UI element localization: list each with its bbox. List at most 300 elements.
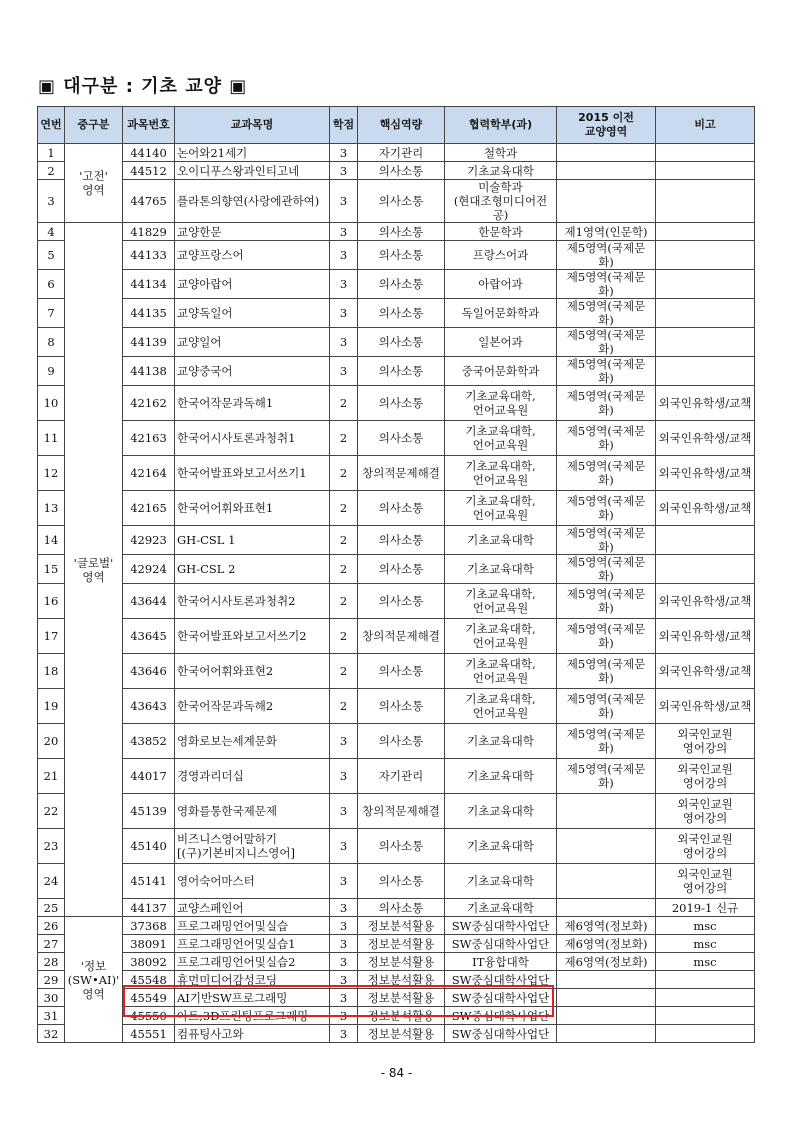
row-no: 4: [38, 223, 65, 241]
course-code: 44017: [123, 759, 175, 794]
course-name: 한국어어휘와표현2: [175, 654, 330, 689]
remarks: 외국인유학생/교책: [656, 584, 755, 619]
row-no: 19: [38, 689, 65, 724]
competency: 정보분석활용: [358, 935, 445, 953]
course-code: 42165: [123, 491, 175, 526]
remarks: msc: [656, 953, 755, 971]
course-name: 컴퓨팅사고와: [175, 1025, 330, 1043]
table-row: [38, 935, 755, 953]
credit: 2: [330, 689, 358, 724]
credit: 3: [330, 144, 358, 162]
old-area: [557, 829, 656, 864]
page-number: - 84 -: [380, 1066, 413, 1080]
course-name: 한국어발표와보고서쓰기1: [175, 456, 330, 491]
credit: 3: [330, 1025, 358, 1043]
credit: 3: [330, 829, 358, 864]
course-name: 휴먼미디어감성코딩: [175, 971, 330, 989]
remarks: [656, 1007, 755, 1025]
credit: 3: [330, 971, 358, 989]
header-subcategory: 중구분: [65, 107, 123, 144]
course-code: 45551: [123, 1025, 175, 1043]
competency: 의사소통: [358, 654, 445, 689]
course-name: 교양일어: [175, 328, 330, 357]
course-code: 44133: [123, 241, 175, 270]
course-table: [37, 106, 755, 1043]
course-name: 한국어작문과독해1: [175, 386, 330, 421]
row-no: 23: [38, 829, 65, 864]
department: SW중심대학사업단: [445, 917, 557, 935]
credit: 2: [330, 654, 358, 689]
competency: 의사소통: [358, 328, 445, 357]
competency: 창의적문제해결: [358, 619, 445, 654]
old-area: [557, 899, 656, 917]
credit: 2: [330, 421, 358, 456]
table-row: [38, 555, 755, 584]
remarks: msc: [656, 935, 755, 953]
credit: 3: [330, 1007, 358, 1025]
course-name: 오이디푸스왕과인티고네: [175, 162, 330, 180]
header-no: 연번: [38, 107, 65, 144]
old-area: 제5영역(국제문화): [557, 689, 656, 724]
credit: 3: [330, 162, 358, 180]
table-row: [38, 619, 755, 654]
header-old-area: 2015 이전 교양영역: [557, 107, 656, 144]
credit: 2: [330, 619, 358, 654]
department: 기초교육대학: [445, 794, 557, 829]
credit: 3: [330, 223, 358, 241]
table-row: [38, 654, 755, 689]
department: 기초교육대학, 언어교육원: [445, 456, 557, 491]
department: 기초교육대학, 언어교육원: [445, 491, 557, 526]
course-code: 38092: [123, 953, 175, 971]
old-area: 제5영역(국제문화): [557, 526, 656, 555]
department: SW중심대학사업단: [445, 971, 557, 989]
remarks: 외국인유학생/교책: [656, 619, 755, 654]
department: 기초교육대학: [445, 724, 557, 759]
remarks: [656, 223, 755, 241]
remarks: [656, 357, 755, 386]
credit: 2: [330, 386, 358, 421]
old-area: 제5영역(국제문화): [557, 491, 656, 526]
credit: 3: [330, 989, 358, 1007]
remarks: 외국인교원 영어강의: [656, 759, 755, 794]
competency: 의사소통: [358, 724, 445, 759]
department: IT융합대학: [445, 953, 557, 971]
course-code: 43646: [123, 654, 175, 689]
row-no: 2: [38, 162, 65, 180]
row-no: 24: [38, 864, 65, 899]
competency: 의사소통: [358, 241, 445, 270]
table-row: [38, 526, 755, 555]
table-row: [38, 989, 755, 1007]
old-area: 제5영역(국제문화): [557, 654, 656, 689]
course-name: 아트,3D프린팅프로그래밍: [175, 1007, 330, 1025]
old-area: [557, 1007, 656, 1025]
table-row: [38, 584, 755, 619]
old-area: 제5영역(국제문화): [557, 270, 656, 299]
old-area: 제5영역(국제문화): [557, 759, 656, 794]
course-name: 교양아랍어: [175, 270, 330, 299]
credit: 2: [330, 491, 358, 526]
course-code: 44765: [123, 180, 175, 223]
department: 철학과: [445, 144, 557, 162]
remarks: [656, 270, 755, 299]
table-row: [38, 724, 755, 759]
competency: 정보분석활용: [358, 971, 445, 989]
course-name: GH-CSL 1: [175, 526, 330, 555]
row-no: 17: [38, 619, 65, 654]
row-no: 12: [38, 456, 65, 491]
remarks: [656, 1025, 755, 1043]
credit: 3: [330, 357, 358, 386]
course-code: 42924: [123, 555, 175, 584]
competency: 의사소통: [358, 689, 445, 724]
competency: 의사소통: [358, 386, 445, 421]
remarks: [656, 989, 755, 1007]
old-area: 제5영역(국제문화): [557, 241, 656, 270]
course-name: 비즈니스영어말하기 [(구)기본비지니스영어]: [175, 829, 330, 864]
table-row: [38, 357, 755, 386]
competency: 창의적문제해결: [358, 794, 445, 829]
department: 기초교육대학, 언어교육원: [445, 421, 557, 456]
course-name: 프로그래밍언어및실습1: [175, 935, 330, 953]
course-code: 37368: [123, 917, 175, 935]
competency: 정보분석활용: [358, 1025, 445, 1043]
header-credit: 학점: [330, 107, 358, 144]
table-row: [38, 953, 755, 971]
competency: 창의적문제해결: [358, 456, 445, 491]
course-name: 영화를통한국제문제: [175, 794, 330, 829]
course-name: 한국어어휘와표현1: [175, 491, 330, 526]
remarks: 외국인교원 영어강의: [656, 864, 755, 899]
course-code: 44135: [123, 299, 175, 328]
course-code: 41829: [123, 223, 175, 241]
remarks: 외국인유학생/교책: [656, 386, 755, 421]
course-code: 43852: [123, 724, 175, 759]
row-no: 28: [38, 953, 65, 971]
department: 아랍어과: [445, 270, 557, 299]
old-area: 제5영역(국제문화): [557, 619, 656, 654]
table-row: [38, 794, 755, 829]
remarks: 외국인교원 영어강의: [656, 794, 755, 829]
row-no: 1: [38, 144, 65, 162]
row-no: 29: [38, 971, 65, 989]
remarks: 외국인유학생/교책: [656, 456, 755, 491]
department: 기초교육대학: [445, 759, 557, 794]
row-no: 16: [38, 584, 65, 619]
course-code: 42162: [123, 386, 175, 421]
course-name: 한국어작문과독해2: [175, 689, 330, 724]
remarks: [656, 299, 755, 328]
table-row: [38, 1025, 755, 1043]
old-area: 제6영역(정보화): [557, 917, 656, 935]
old-area: 제5영역(국제문화): [557, 584, 656, 619]
department: 일본어과: [445, 328, 557, 357]
competency: 정보분석활용: [358, 953, 445, 971]
remarks: msc: [656, 917, 755, 935]
course-code: 43645: [123, 619, 175, 654]
header-competency: 핵심역량: [358, 107, 445, 144]
credit: 3: [330, 899, 358, 917]
course-code: 42923: [123, 526, 175, 555]
department: 기초교육대학: [445, 162, 557, 180]
old-area: 제5영역(국제문화): [557, 555, 656, 584]
department: 독일어문화학과: [445, 299, 557, 328]
department: 한문학과: [445, 223, 557, 241]
row-no: 8: [38, 328, 65, 357]
department: SW중심대학사업단: [445, 935, 557, 953]
department: 기초교육대학, 언어교육원: [445, 689, 557, 724]
competency: 의사소통: [358, 584, 445, 619]
row-no: 26: [38, 917, 65, 935]
remarks: [656, 555, 755, 584]
row-no: 30: [38, 989, 65, 1007]
table-row: [38, 829, 755, 864]
table-row: [38, 917, 755, 935]
department: 중국어문화학과: [445, 357, 557, 386]
row-no: 32: [38, 1025, 65, 1043]
department: 기초교육대학, 언어교육원: [445, 619, 557, 654]
credit: 3: [330, 270, 358, 299]
course-code: 44512: [123, 162, 175, 180]
course-name: 한국어시사토론과청취1: [175, 421, 330, 456]
course-name: 한국어시사토론과청취2: [175, 584, 330, 619]
credit: 3: [330, 241, 358, 270]
header-department: 협력학부(과): [445, 107, 557, 144]
credit: 3: [330, 724, 358, 759]
table-row: [38, 689, 755, 724]
table-row: [38, 456, 755, 491]
competency: 자기관리: [358, 144, 445, 162]
competency: 의사소통: [358, 299, 445, 328]
competency: 의사소통: [358, 162, 445, 180]
course-name: 영어숙어마스터: [175, 864, 330, 899]
course-name: AI기반SW프로그래밍: [175, 989, 330, 1007]
subcategory-cell: '글로벌' 영역: [65, 223, 123, 917]
row-no: 27: [38, 935, 65, 953]
department: 기초교육대학: [445, 526, 557, 555]
row-no: 3: [38, 180, 65, 223]
subcategory-cell: '정보 (SW•AI)' 영역: [65, 917, 123, 1043]
competency: 의사소통: [358, 899, 445, 917]
old-area: 제1영역(인문학): [557, 223, 656, 241]
competency: 의사소통: [358, 829, 445, 864]
old-area: [557, 794, 656, 829]
row-no: 18: [38, 654, 65, 689]
competency: 의사소통: [358, 223, 445, 241]
row-no: 5: [38, 241, 65, 270]
competency: 의사소통: [358, 270, 445, 299]
row-no: 10: [38, 386, 65, 421]
course-name: GH-CSL 2: [175, 555, 330, 584]
remarks: 외국인유학생/교책: [656, 654, 755, 689]
department: 기초교육대학, 언어교육원: [445, 654, 557, 689]
header-course-name: 교과목명: [175, 107, 330, 144]
competency: 의사소통: [358, 421, 445, 456]
remarks: [656, 144, 755, 162]
table-row: [38, 1007, 755, 1025]
remarks: [656, 180, 755, 223]
remarks: 외국인유학생/교책: [656, 421, 755, 456]
remarks: 2019-1 신규: [656, 899, 755, 917]
course-name: 프로그래밍언어및실습2: [175, 953, 330, 971]
credit: 3: [330, 917, 358, 935]
competency: 의사소통: [358, 357, 445, 386]
old-area: 제5영역(국제문화): [557, 328, 656, 357]
credit: 3: [330, 299, 358, 328]
old-area: 제5영역(국제문화): [557, 724, 656, 759]
course-name: 한국어발표와보고서쓰기2: [175, 619, 330, 654]
table-row: [38, 241, 755, 270]
course-code: 38091: [123, 935, 175, 953]
course-code: 45548: [123, 971, 175, 989]
remarks: [656, 526, 755, 555]
row-no: 9: [38, 357, 65, 386]
credit: 3: [330, 864, 358, 899]
old-area: [557, 162, 656, 180]
course-name: 교양스페인어: [175, 899, 330, 917]
old-area: 제6영역(정보화): [557, 935, 656, 953]
old-area: [557, 989, 656, 1007]
competency: 정보분석활용: [358, 989, 445, 1007]
course-code: 44140: [123, 144, 175, 162]
competency: 의사소통: [358, 555, 445, 584]
course-name: 교양한문: [175, 223, 330, 241]
course-code: 45139: [123, 794, 175, 829]
course-name: 프로그래밍언어및실습: [175, 917, 330, 935]
old-area: [557, 971, 656, 989]
credit: 3: [330, 759, 358, 794]
header-course-code: 과목번호: [123, 107, 175, 144]
credit: 3: [330, 953, 358, 971]
course-code: 44134: [123, 270, 175, 299]
course-name: 교양독일어: [175, 299, 330, 328]
competency: 의사소통: [358, 864, 445, 899]
department: 프랑스어과: [445, 241, 557, 270]
row-no: 21: [38, 759, 65, 794]
old-area: 제5영역(국제문화): [557, 357, 656, 386]
competency: 의사소통: [358, 491, 445, 526]
credit: 2: [330, 456, 358, 491]
remarks: 외국인교원 영어강의: [656, 829, 755, 864]
row-no: 6: [38, 270, 65, 299]
department: 기초교육대학: [445, 555, 557, 584]
department: 기초교육대학, 언어교육원: [445, 584, 557, 619]
course-code: 42163: [123, 421, 175, 456]
course-code: 45549: [123, 989, 175, 1007]
course-code: 44138: [123, 357, 175, 386]
table-row: [38, 491, 755, 526]
course-code: 44137: [123, 899, 175, 917]
course-name: 논어와21세기: [175, 144, 330, 162]
table-row: [38, 421, 755, 456]
table-row: [38, 223, 755, 241]
competency: 자기관리: [358, 759, 445, 794]
row-no: 7: [38, 299, 65, 328]
course-name: 경영과리더십: [175, 759, 330, 794]
course-code: 44139: [123, 328, 175, 357]
department: 기초교육대학: [445, 864, 557, 899]
competency: 정보분석활용: [358, 917, 445, 935]
competency: 의사소통: [358, 180, 445, 223]
course-code: 45141: [123, 864, 175, 899]
row-no: 20: [38, 724, 65, 759]
course-code: 43644: [123, 584, 175, 619]
old-area: [557, 144, 656, 162]
remarks: 외국인유학생/교책: [656, 689, 755, 724]
remarks: [656, 971, 755, 989]
row-no: 13: [38, 491, 65, 526]
credit: 3: [330, 794, 358, 829]
course-name: 교양프랑스어: [175, 241, 330, 270]
table-row: [38, 299, 755, 328]
remarks: [656, 328, 755, 357]
department: 미술학과 (현대조형미디어전공): [445, 180, 557, 223]
old-area: [557, 864, 656, 899]
page-title: ▣ 대구분 : 기초 교양 ▣: [38, 76, 248, 97]
old-area: 제6영역(정보화): [557, 953, 656, 971]
competency: 정보분석활용: [358, 1007, 445, 1025]
department: SW중심대학사업단: [445, 989, 557, 1007]
course-code: 43643: [123, 689, 175, 724]
row-no: 25: [38, 899, 65, 917]
department: 기초교육대학: [445, 829, 557, 864]
table-header-row: [38, 107, 755, 144]
table-row: [38, 162, 755, 180]
table-row: [38, 328, 755, 357]
table-row: [38, 386, 755, 421]
department: 기초교육대학: [445, 899, 557, 917]
competency: 의사소통: [358, 526, 445, 555]
subcategory-cell: '고전' 영역: [65, 144, 123, 223]
remarks: 외국인교원 영어강의: [656, 724, 755, 759]
remarks: [656, 162, 755, 180]
old-area: 제5영역(국제문화): [557, 386, 656, 421]
table-row: [38, 759, 755, 794]
table-body: [38, 144, 755, 1043]
course-code: 45140: [123, 829, 175, 864]
department: SW중심대학사업단: [445, 1007, 557, 1025]
remarks: [656, 241, 755, 270]
course-code: 42164: [123, 456, 175, 491]
course-name: 영화로보는세계문화: [175, 724, 330, 759]
credit: 2: [330, 526, 358, 555]
department: 기초교육대학, 언어교육원: [445, 386, 557, 421]
row-no: 14: [38, 526, 65, 555]
row-no: 31: [38, 1007, 65, 1025]
old-area: [557, 1025, 656, 1043]
table-row: [38, 864, 755, 899]
course-code: 45550: [123, 1007, 175, 1025]
course-name: 플라톤의향연(사랑에관하여): [175, 180, 330, 223]
credit: 3: [330, 935, 358, 953]
credit: 2: [330, 584, 358, 619]
table-row: [38, 180, 755, 223]
credit: 3: [330, 328, 358, 357]
table-row: [38, 144, 755, 162]
credit: 3: [330, 180, 358, 223]
course-name: 교양중국어: [175, 357, 330, 386]
row-no: 22: [38, 794, 65, 829]
old-area: [557, 180, 656, 223]
old-area: 제5영역(국제문화): [557, 421, 656, 456]
remarks: 외국인유학생/교책: [656, 491, 755, 526]
table-row: [38, 270, 755, 299]
department: SW중심대학사업단: [445, 1025, 557, 1043]
header-remarks: 비고: [656, 107, 755, 144]
old-area: 제5영역(국제문화): [557, 456, 656, 491]
row-no: 11: [38, 421, 65, 456]
